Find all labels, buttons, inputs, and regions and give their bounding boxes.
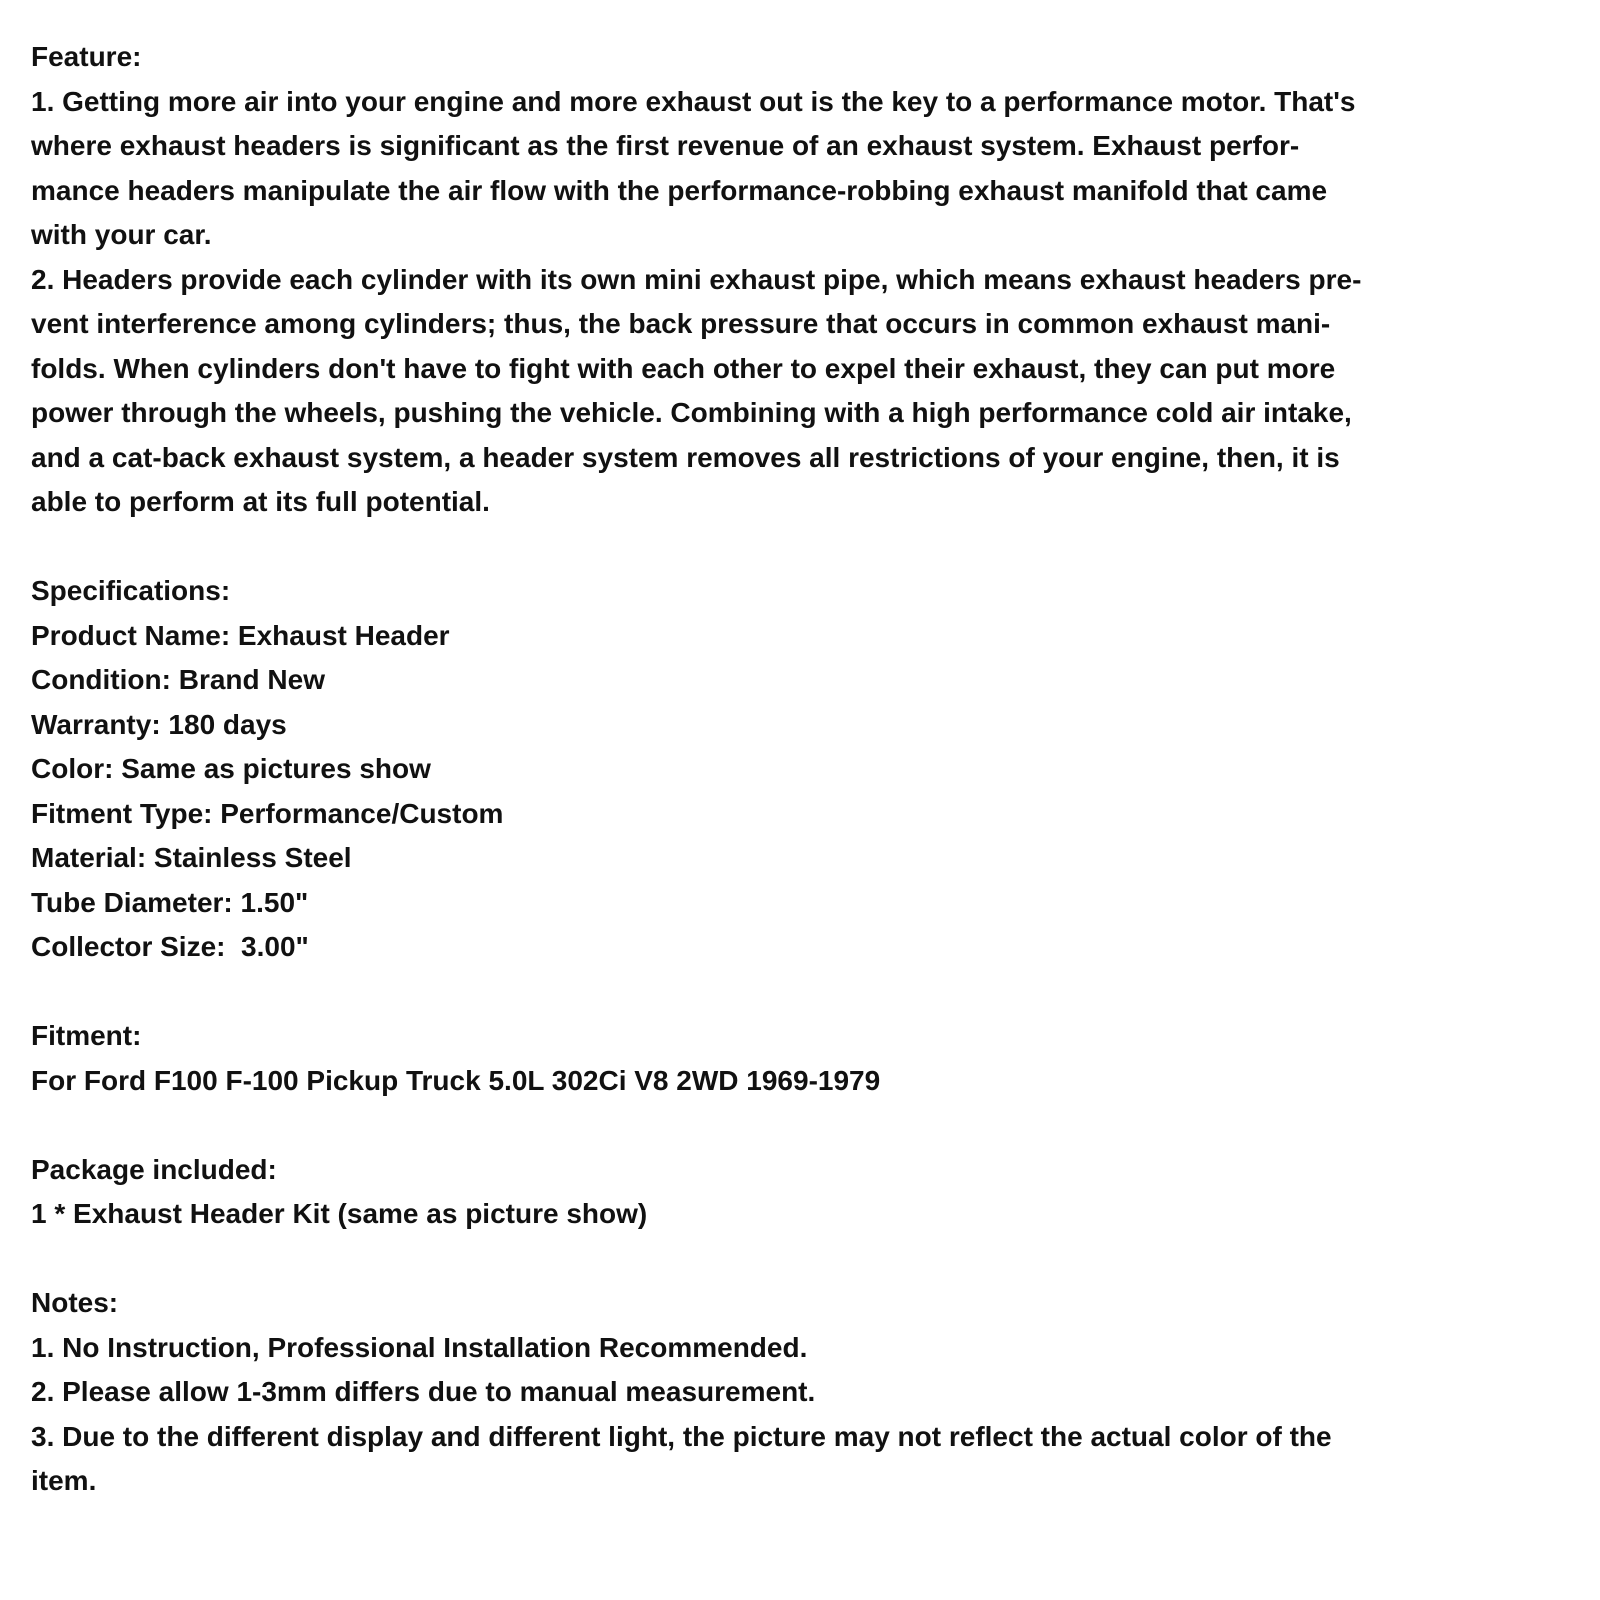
package-heading: Package included: — [31, 1153, 277, 1185]
feature-line: folds. When cylinders don't have to fight with each other to expel their exhaust, they can put more — [31, 352, 1336, 384]
note-line: 3. Due to the different display and different light, the picture may not reflect the actual color of the — [31, 1420, 1332, 1452]
spec-item: Color: Same as pictures show — [31, 753, 431, 784]
feature-line: able to perform at its full potential. — [31, 486, 490, 517]
feature-line: where exhaust headers is significant as the first revenue of an exhaust system. Exhaust perfor- — [31, 130, 1300, 161]
section-spacer — [31, 1103, 1576, 1148]
fitment-section — [31, 1014, 1576, 1103]
package-item: 1 * Exhaust Header Kit (same as picture show) — [31, 1198, 648, 1229]
fitment-heading: Fitment: — [31, 1020, 142, 1051]
note-line: item. — [31, 1465, 97, 1496]
feature-line: mance headers manipulate the air flow with the performance-robbing exhaust manifold that came — [31, 174, 1328, 206]
notes-heading: Notes: — [31, 1287, 119, 1318]
spec-item: Warranty: 180 days — [31, 708, 287, 740]
spec-item: Product Name: Exhaust Header — [31, 619, 450, 651]
spec-item: Condition: Brand New — [31, 664, 325, 695]
notes-section — [31, 1281, 1576, 1504]
spec-item: Collector Size: 3.00" — [31, 931, 309, 962]
fitment-item: For Ford F100 F-100 Pickup Truck 5.0L 302Ci V8 2WD 1969-1979 — [31, 1064, 881, 1096]
spec-item: Fitment Type: Performance/Custom — [31, 797, 504, 829]
feature-line: power through the wheels, pushing the vehicle. Combining with a high performance cold air intake, — [31, 397, 1352, 428]
feature-line: and a cat-back exhaust system, a header system removes all restrictions of your engine, then, it is — [31, 441, 1340, 473]
feature-heading: Feature: — [31, 41, 142, 72]
product-description — [31, 35, 1576, 1504]
spec-item: Material: Stainless Steel — [31, 842, 352, 873]
package-section — [31, 1148, 1576, 1237]
feature-line: vent interference among cylinders; thus, the back pressure that occurs in common exhaust mani- — [31, 308, 1331, 339]
note-line: 1. No Instruction, Professional Installation Recommended. — [31, 1331, 808, 1363]
feature-section — [31, 35, 1576, 525]
section-spacer — [31, 1237, 1576, 1282]
note-line: 2. Please allow 1-3mm differs due to manual measurement. — [31, 1376, 816, 1407]
feature-line: 1. Getting more air into your engine and more exhaust out is the key to a performance motor. That's — [31, 85, 1356, 117]
feature-line: 2. Headers provide each cylinder with its own mini exhaust pipe, which means exhaust headers pre- — [31, 263, 1362, 295]
section-spacer — [31, 970, 1576, 1015]
specifications-section — [31, 569, 1576, 970]
specifications-heading: Specifications: — [31, 575, 231, 606]
feature-line: with your car. — [31, 219, 212, 250]
spec-item: Tube Diameter: 1.50" — [31, 886, 309, 918]
section-spacer — [31, 525, 1576, 570]
